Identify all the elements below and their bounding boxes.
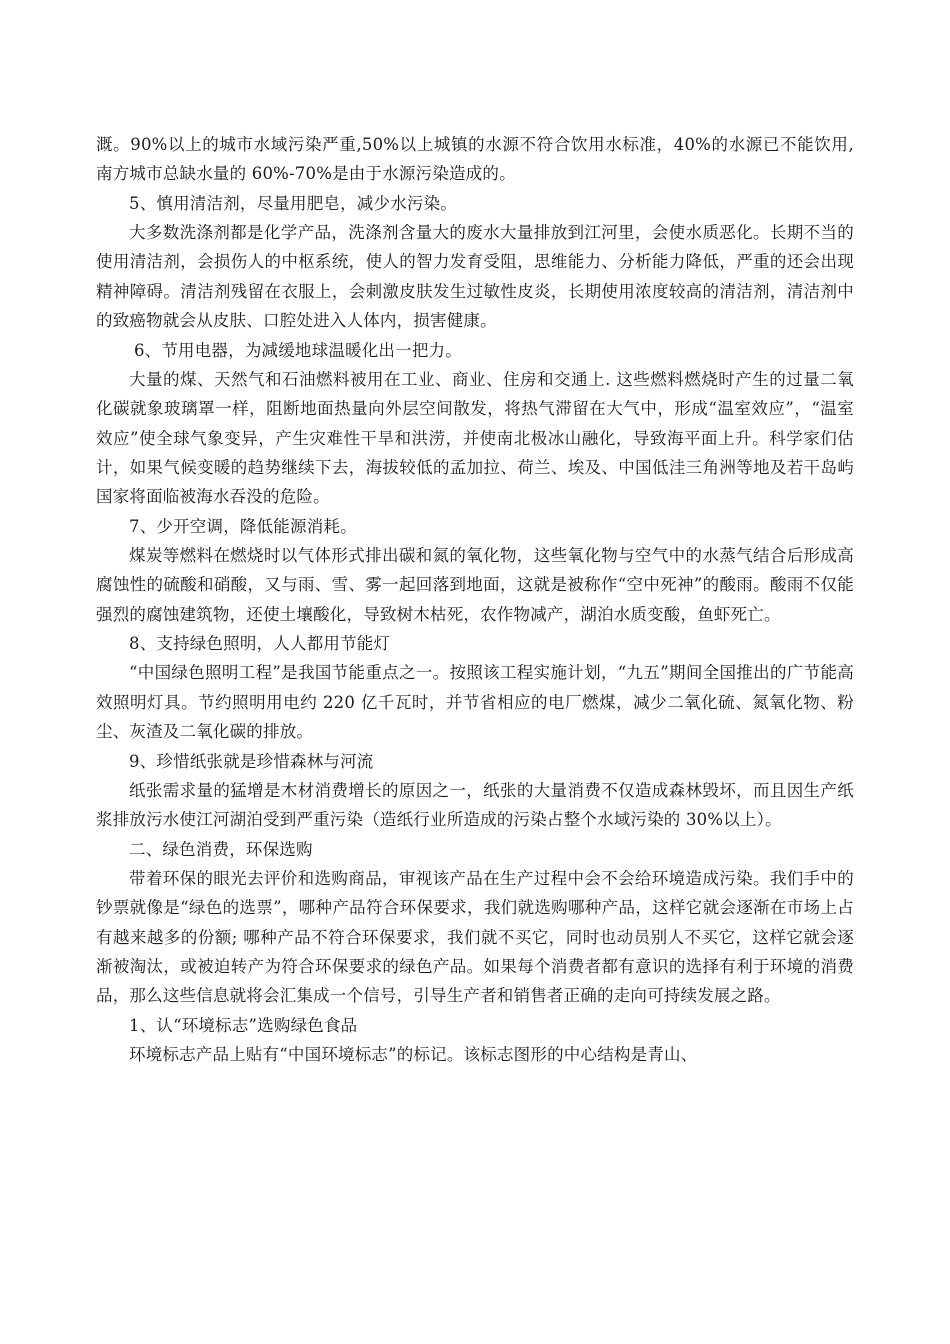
paragraph: 5、慎用清洁剂，尽量用肥皂，减少水污染。 xyxy=(129,193,457,213)
paragraph: 9、珍惜纸张就是珍惜森林与河流 xyxy=(129,751,374,771)
paragraph: 煤炭等燃料在燃烧时以气体形式排出碳和氮的氧化物，这些氧化物与空气中的水蒸气结合后形成高腐蚀性的硫酸和硝酸，又与雨、雪、雾一起回落到地面，这就是被称作“空中死神”的酸雨。酸雨不仅能强烈的腐蚀建筑物，还使土壤酸化，导致树木枯死，农作物减产，湖泊水质变酸，鱼虾死亡。 xyxy=(96,546,854,624)
paragraph: 大量的煤、天然气和石油燃料被用在工业、商业、住房和交通上. 这些燃料燃烧时产生的过量二氧化碳就象玻璃罩一样，阻断地面热量向外层空间散发，将热气滞留在大气中，形成“温室效应”，“温室效应”使全球气象变异，产生灾难性干旱和洪涝，并使南北极冰山融化，导致海平面上升。科学家们估计，如果气候变暖的趋势继续下去，海拔较低的孟加拉、荷兰、埃及、中国低洼三角洲等地及若干岛屿国家将面临被海水吞没的危险。 xyxy=(96,369,854,507)
paragraph: 大多数洗涤剂都是化学产品，洗涤剂含量大的废水大量排放到江河里，会使水质恶化。长期不当的使用清洁剂，会损伤人的中枢系统，使人的智力发育受阻，思维能力、分析能力降低，严重的还会出现精神障碍。清洁剂残留在衣服上，会刺激皮肤发生过敏性皮炎，长期使用浓度较高的清洁剂，清洁剂中的致癌物就会从皮肤、口腔处进入人体内，损害健康。 xyxy=(96,223,854,331)
paragraph: 7、少开空调，降低能源消耗。 xyxy=(129,516,357,536)
paragraph: 6、节用电器，为减缓地球温暖化出一把力。 xyxy=(133,340,462,360)
paragraph: 1、认“环境标志”选购绿色食品 xyxy=(129,1015,358,1035)
paragraph: 溉。90%以上的城市水域污染严重,50%以上城镇的水源不符合饮用水标准，40%的水源已不能饮用, 南方城市总缺水量的 60%-70%是由于水源污染造成的。 xyxy=(96,135,854,184)
paragraph: 环境标志产品上贴有“中国环境标志”的标记。该标志图形的中心结构是青山、 xyxy=(129,1045,698,1065)
paragraph: 带着环保的眼光去评价和选购商品，审视该产品在生产过程中会不会给环境造成污染。我们手中的钞票就像是“绿色的选票”，哪种产品符合环保要求，我们就选购哪种产品，这样它就会逐渐在市场上占有越来越多的份额; 哪种产品不符合环保要求，我们就不买它，同时也动员别人不买它，这样它就会逐渐被淘汰，或被迫转产为符合环保要求的绿色产品。如果每个消费者都有意识的选择有利于环境的消费品，那么这些信息就将会汇集成一个信号，引导生产者和销售者正确的走向可持续发展之路。 xyxy=(96,868,854,1006)
paragraph: “中国绿色照明工程”是我国节能重点之一。按照该工程实施计划，“九五”期间全国推出的广节能高效照明灯具。节约照明用电约 220 亿千瓦时，并节省相应的电厂燃煤，减少二氧化硫、氮氧化物、粉尘、灰渣及二氧化碳的排放。 xyxy=(96,663,854,742)
paragraph: 二、绿色消费，环保选购 xyxy=(129,839,313,859)
paragraph: 纸张需求量的猛增是木材消费增长的原因之一，纸张的大量消费不仅造成森林毁坏，而且因生产纸浆排放污水使江河湖泊受到严重污染（造纸行业所造成的污染占整个水域污染的 30%以上）。 xyxy=(96,780,854,830)
paragraph: 8、支持绿色照明，人人都用节能灯 xyxy=(129,634,391,654)
document-body xyxy=(96,130,854,1070)
